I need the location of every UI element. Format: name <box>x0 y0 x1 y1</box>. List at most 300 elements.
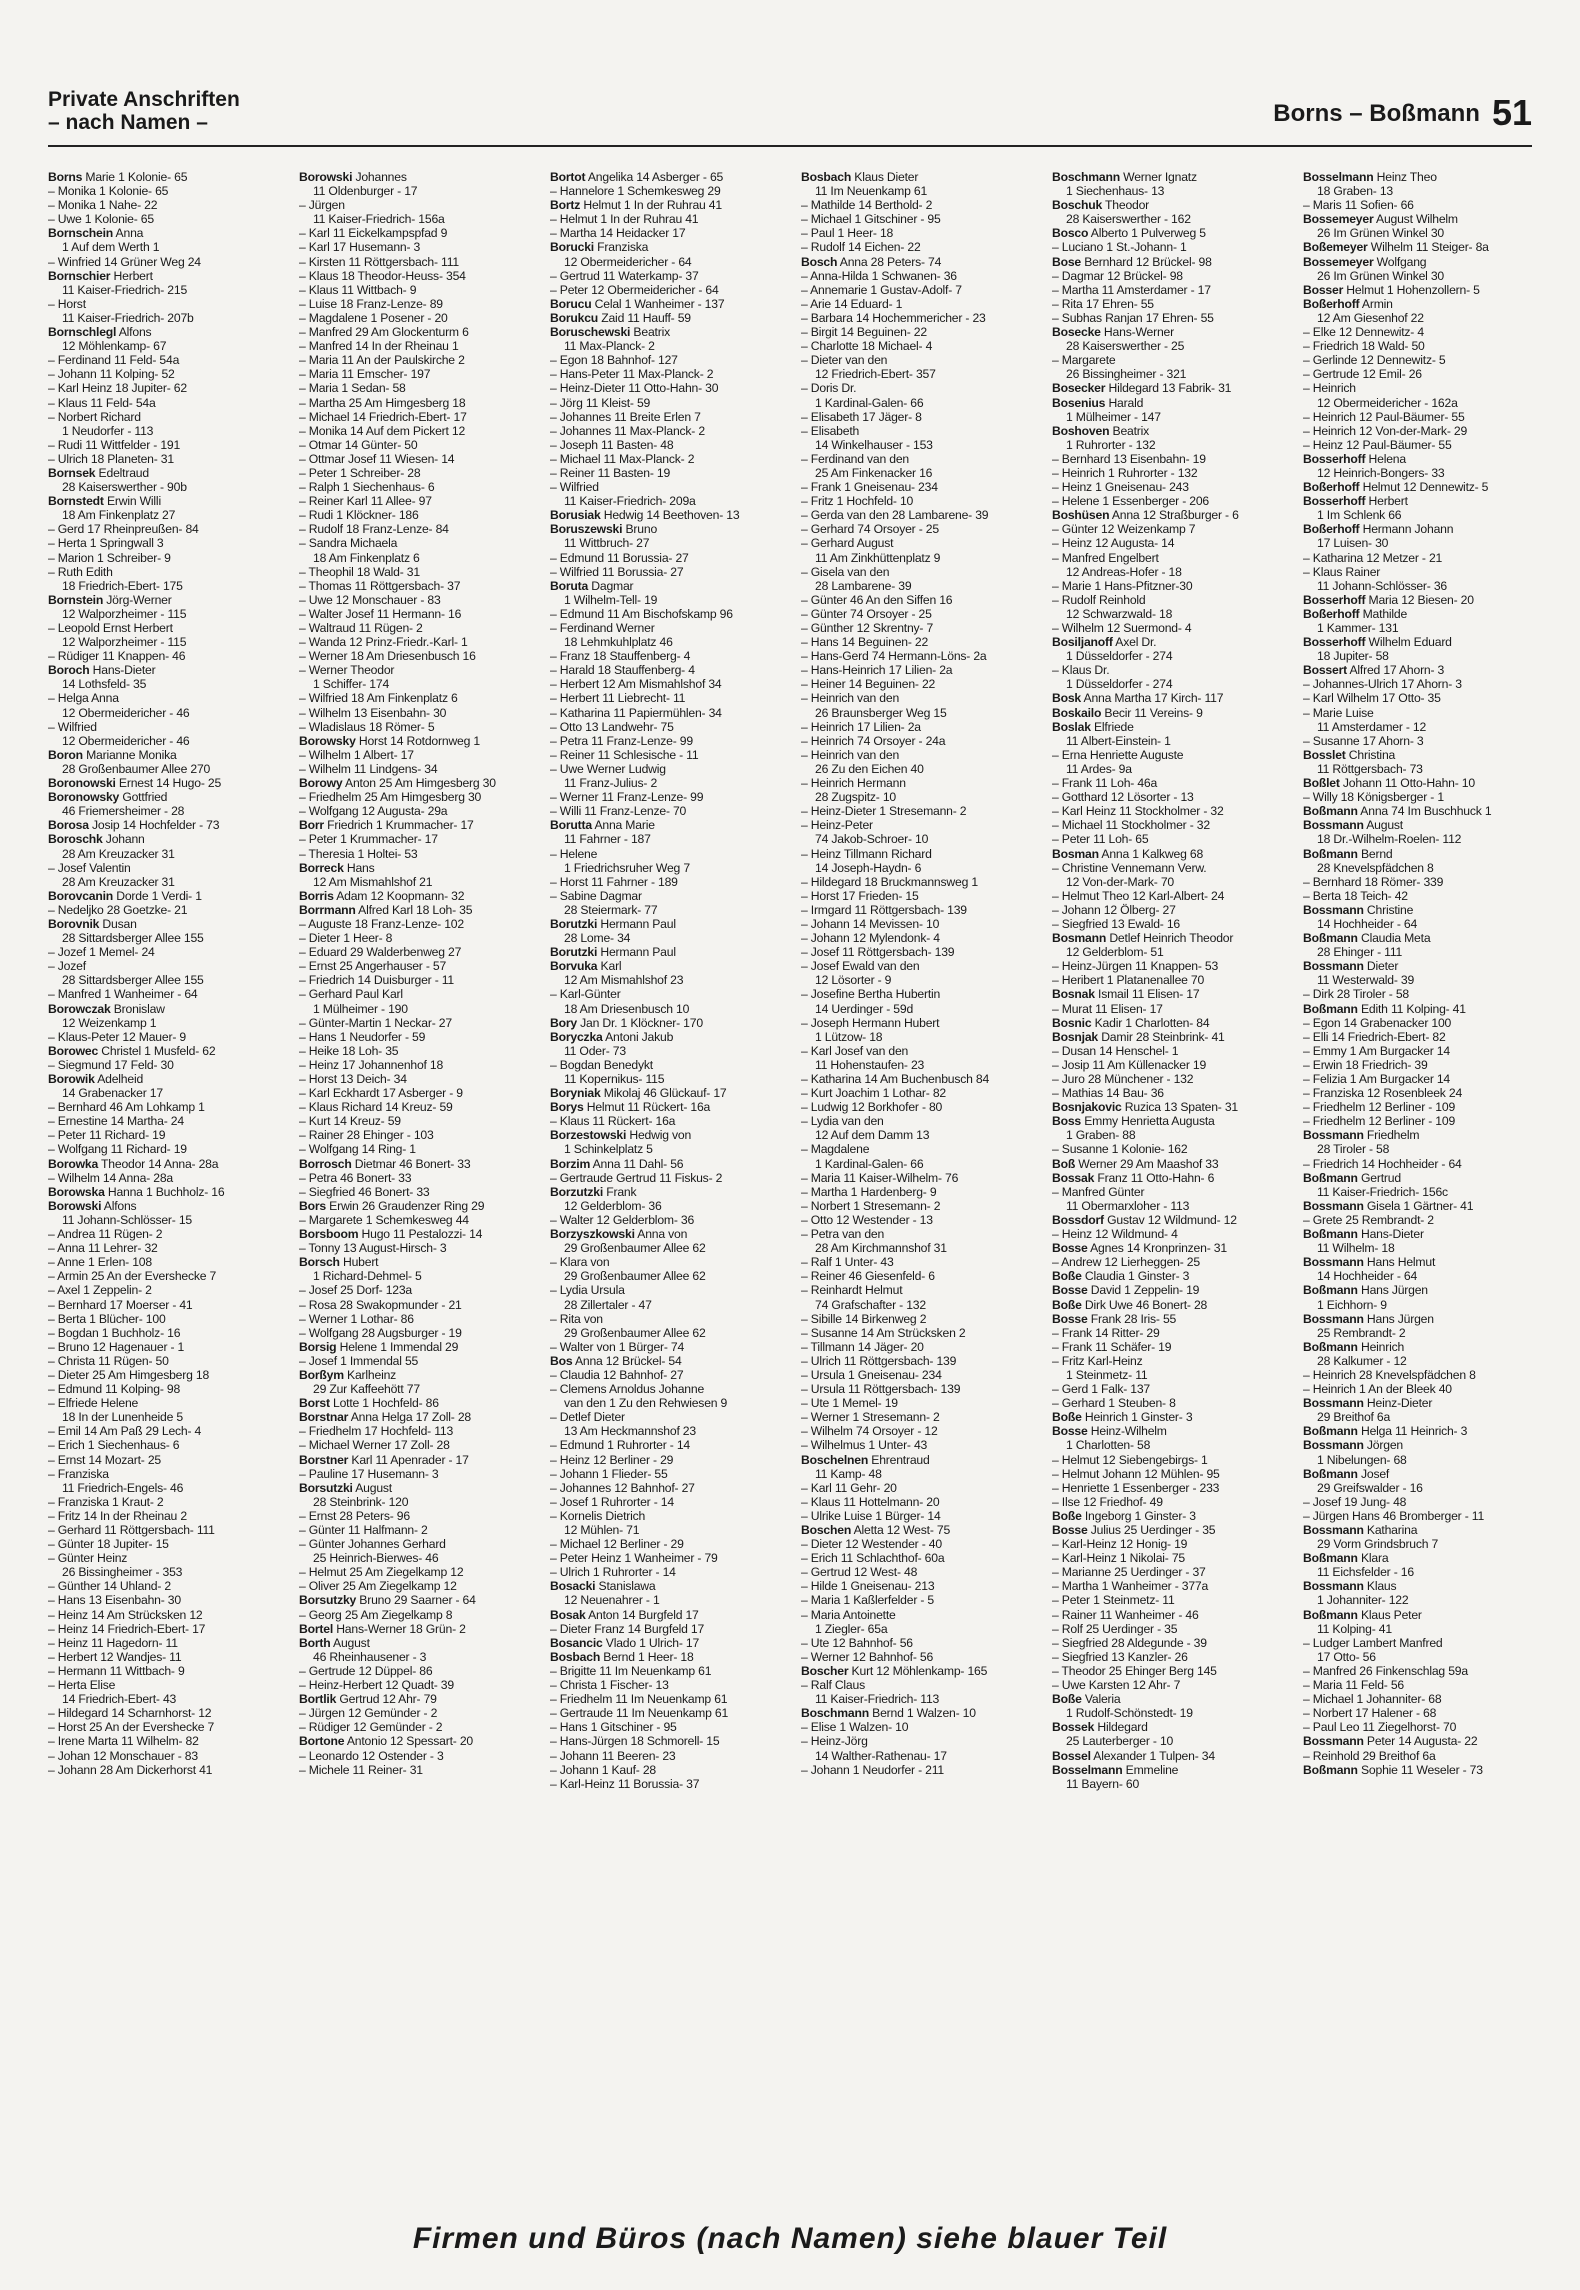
surname: Borzim <box>550 1156 591 1171</box>
directory-entry: – Nedeljko 28 Goetzke- 21 <box>48 902 188 917</box>
directory-entry: – Wilfried <box>48 719 97 734</box>
directory-entry: 11 Max-Planck- 2 <box>564 339 655 354</box>
surname: Boßmann <box>1303 1001 1358 1016</box>
directory-entry: 14 Friedrich-Ebert- 43 <box>62 1692 177 1707</box>
directory-entry: Boschmann Werner Ignatz <box>1052 170 1197 184</box>
directory-entry: Borrosch Dietmar 46 Bonert- 33 <box>299 1156 471 1171</box>
directory-entry: – Uwe Karsten 12 Ahr- 7 <box>1052 1678 1181 1693</box>
directory-entry: 12 Gelderblom- 36 <box>564 1198 662 1213</box>
directory-entry: 26 Bissingheimer - 353 <box>62 1565 183 1580</box>
surname: Bosnjakovic <box>1052 1100 1122 1115</box>
surname: Bossmann <box>1303 1523 1364 1537</box>
directory-entry: – Karl Wilhelm 17 Otto- 35 <box>1303 691 1441 706</box>
directory-entry: 18 Lehmkuhlplatz 46 <box>564 635 673 650</box>
surname: Borzutzki <box>550 1184 604 1199</box>
directory-entry: – Hildegard 14 Scharnhorst- 12 <box>48 1706 212 1721</box>
directory-entry: Boßerhoff Armin <box>1303 296 1393 311</box>
directory-entry: – Hans-Jürgen 18 Schmorell- 15 <box>550 1734 720 1749</box>
directory-entry: – Kirsten 11 Röttgersbach- 111 <box>299 254 459 269</box>
surname: Bosiljanoff <box>1052 635 1113 650</box>
surname: Bortel <box>299 1621 334 1636</box>
directory-entry: Bosnjak Damir 28 Steinbrink- 41 <box>1052 1029 1225 1044</box>
directory-entry: – Manfred Günter <box>1052 1184 1145 1199</box>
directory-entry: – Gerhard Paul Karl <box>299 987 403 1002</box>
directory-entry: – Horst 17 Frieden- 15 <box>801 888 919 903</box>
directory-entry: Boßerhoff Hermann Johann <box>1303 522 1454 537</box>
surname: Boscher <box>801 1663 849 1678</box>
surname: Boschen <box>801 1523 852 1537</box>
directory-entry: Bosnak Ismail 11 Elisen- 17 <box>1052 987 1200 1002</box>
directory-entry: 18 In der Lunenheide 5 <box>62 1410 183 1425</box>
directory-entry: – Klaus 11 Rückert- 16a <box>550 1114 676 1129</box>
directory-entry: – Uwe 12 Monschauer - 83 <box>299 592 441 607</box>
directory-entry: 28 Zugspitz- 10 <box>815 790 897 805</box>
directory-entry: Bortlik Gertrud 12 Ahr- 79 <box>299 1692 437 1707</box>
directory-entry: – Katharina 12 Metzer - 21 <box>1303 550 1443 565</box>
directory-entry: Boskailo Becir 11 Vereins- 9 <box>1052 705 1203 720</box>
directory-entry: – Kornelis Dietrich <box>550 1508 646 1523</box>
surname: Bortot <box>550 170 586 184</box>
surname: Borrmann <box>299 902 356 917</box>
directory-entry: 25 Am Finkenacker 16 <box>815 465 933 480</box>
directory-entry: 29 Vorm Grindsbruch 7 <box>1317 1537 1439 1552</box>
directory-entry: – Hannelore 1 Schemkesweg 29 <box>550 184 721 199</box>
directory-entry: – Ruth Edith <box>48 564 113 579</box>
directory-entry: – Paul 1 Heer- 18 <box>801 226 894 241</box>
directory-entry: – Heinz-Jörg <box>801 1734 868 1749</box>
directory-entry: – Elisabeth <box>801 423 860 438</box>
directory-entry: – Fritz Karl-Heinz <box>1052 1353 1143 1368</box>
directory-column-4 <box>801 170 1049 2180</box>
directory-entry: – Sibille 14 Birkenweg 2 <box>801 1311 927 1326</box>
directory-entry: – Elise 1 Walzen- 10 <box>801 1720 909 1735</box>
directory-entry: – Tonny 13 August-Hirsch- 3 <box>299 1241 447 1256</box>
directory-entry: 12 Walporzheimer - 115 <box>62 606 187 621</box>
directory-entry: – Johann 11 Kolping- 52 <box>48 367 175 382</box>
directory-entry: Bortot Angelika 14 Asberger - 65 <box>550 170 724 184</box>
surname: Boß <box>1052 1156 1076 1171</box>
directory-entry: – Maria 1 Kaßlerfelder - 5 <box>801 1593 934 1608</box>
directory-entry: 28 Kaiserswerther - 90b <box>62 480 187 495</box>
directory-entry: – Günter 74 Orsoyer - 25 <box>801 606 932 621</box>
directory-entry: – Heinz-Dieter 11 Otto-Hahn- 30 <box>550 381 719 396</box>
directory-entry: – Gerhard 74 Orsoyer - 25 <box>801 522 939 537</box>
directory-entry: Boße Ingeborg 1 Ginster- 3 <box>1052 1508 1196 1523</box>
surname: Bosancic <box>550 1635 603 1650</box>
directory-entry: – Karl-Heinz 12 Honig- 19 <box>1052 1537 1188 1552</box>
surname: Bornschier <box>48 268 111 283</box>
directory-entry: – Rainer 11 Wanheimer - 46 <box>1052 1607 1199 1622</box>
directory-entry: 11 Röttgersbach- 73 <box>1317 761 1423 776</box>
directory-entry: 29 Greifswalder - 16 <box>1317 1480 1423 1495</box>
directory-entry: – Irene Marta 11 Wilhelm- 82 <box>48 1734 199 1749</box>
directory-entry: – Luciano 1 St.-Johann- 1 <box>1052 240 1187 255</box>
directory-entry: 12 Neuenahrer - 1 <box>564 1593 660 1608</box>
directory-entry: Bosserhoff Wilhelm Eduard <box>1303 635 1452 650</box>
directory-entry: – Heinz-Dieter 1 Stresemann- 2 <box>801 804 967 819</box>
surname: Borris <box>299 888 334 903</box>
directory-entry: Bornschein Anna <box>48 226 144 241</box>
directory-entry: 11 Kamp- 48 <box>815 1466 882 1481</box>
directory-entry: – Marion 1 Schreiber- 9 <box>48 550 171 565</box>
directory-entry: Bossmann August <box>1303 818 1403 833</box>
directory-entry: – Wilhelmus 1 Unter- 43 <box>801 1438 928 1453</box>
directory-entry: 11 Oder- 73 <box>564 1043 626 1058</box>
directory-entry: – Heinrich van den <box>801 691 900 706</box>
surname: Boschelnen <box>801 1452 869 1467</box>
directory-entry: 28 Kaiserswerther - 162 <box>1066 212 1191 227</box>
directory-entry: – Dieter 25 Am Himgesberg 18 <box>48 1367 210 1382</box>
directory-entry: 12 Von-der-Mark- 70 <box>1066 874 1174 889</box>
directory-entry: – Helene 1 Essenberger - 206 <box>1052 494 1210 509</box>
directory-entry: – Karl 11 Gehr- 20 <box>801 1480 897 1495</box>
directory-entry: – Otto 12 Westender - 13 <box>801 1212 933 1227</box>
surname: Borsutzki <box>299 1480 353 1495</box>
directory-entry: 11 Ardes- 9a <box>1066 761 1132 776</box>
directory-entry: Borreck Hans <box>299 860 375 875</box>
directory-entry: 12 Andreas-Hofer - 18 <box>1066 564 1182 579</box>
directory-entry: – Willi 11 Franz-Lenze- 70 <box>550 804 687 819</box>
directory-entry: – Paul Leo 11 Ziegelhorst- 70 <box>1303 1720 1457 1735</box>
directory-entry: – Martha 14 Heidacker 17 <box>550 226 686 241</box>
directory-entry: 1 Ziegler- 65a <box>815 1621 888 1636</box>
directory-entry: Bornschlegl Alfons <box>48 325 152 340</box>
surname: Bossmann <box>1303 1255 1364 1270</box>
directory-entry: Bosse Heinz-Wilhelm <box>1052 1424 1167 1439</box>
directory-entry: – Siegfried 46 Bonert- 33 <box>299 1184 430 1199</box>
surname: Boßmann <box>1303 846 1358 861</box>
directory-entry: – Horst 13 Deich- 34 <box>299 1072 407 1086</box>
directory-entry: – Gerhard 1 Steuben- 8 <box>1052 1396 1176 1411</box>
surname: Boshüsen <box>1052 508 1110 523</box>
directory-entry: Bornschier Herbert <box>48 268 153 283</box>
directory-entry: 11 Wilhelm- 18 <box>1317 1241 1395 1256</box>
surname: Bornschein <box>48 226 114 241</box>
directory-entry: 11 Bayern- 60 <box>1066 1776 1140 1791</box>
directory-entry: Bossel Alexander 1 Tulpen- 34 <box>1052 1748 1215 1763</box>
directory-entry: – Edmund 1 Ruhrorter - 14 <box>550 1438 690 1453</box>
section-title-line1: Private Anschriften <box>48 88 240 111</box>
directory-entry: Bosselmann Heinz Theo <box>1303 170 1437 184</box>
directory-entry: – Karl Eckhardt 17 Asberger - 9 <box>299 1086 463 1101</box>
directory-entry: Bosserhoff Herbert <box>1303 494 1408 509</box>
directory-entry: – Friedhelm 12 Berliner - 109 <box>1303 1100 1456 1115</box>
directory-entry: Bossmann Katharina <box>1303 1523 1418 1537</box>
directory-entry: – Joseph Hermann Hubert <box>801 1015 940 1030</box>
directory-entry: Bortel Hans-Werner 18 Grün- 2 <box>299 1621 466 1636</box>
directory-entry: – Berta 18 Teich- 42 <box>1303 888 1408 903</box>
directory-entry: 11 Am Zinkhüttenplatz 9 <box>815 550 941 565</box>
directory-entry: Boßerhoff Helmut 12 Dennewitz- 5 <box>1303 480 1489 495</box>
directory-entry: – Murat 11 Elisen- 17 <box>1052 1001 1163 1016</box>
surname: Borowczak <box>48 1001 111 1016</box>
directory-entry: – Susanne 1 Kolonie- 162 <box>1052 1142 1188 1157</box>
surname: Bortlik <box>299 1692 337 1707</box>
surname: Boryniak <box>550 1086 601 1101</box>
surname: Bossmann <box>1303 1128 1364 1143</box>
directory-entry: – Johann 1 Neudorfer - 211 <box>801 1762 944 1777</box>
directory-entry: – Heinz-Peter <box>801 818 873 833</box>
directory-entry: – Johannes 11 Max-Planck- 2 <box>550 423 705 438</box>
directory-entry: – Heinrich van den <box>801 747 900 762</box>
directory-entry: 14 Hochheider - 64 <box>1317 1269 1418 1284</box>
directory-entry: – Reiner 11 Basten- 19 <box>550 465 671 480</box>
directory-entry: Borukcu Zaid 11 Hauff- 59 <box>550 310 691 325</box>
surname: Bornstein <box>48 592 104 607</box>
directory-entry: – Rudolf 14 Eichen- 22 <box>801 240 921 255</box>
directory-entry: Boßmann Claudia Meta <box>1303 931 1431 946</box>
directory-entry: – Günter 46 An den Siffen 16 <box>801 592 953 607</box>
directory-entry: 11 Fahrner - 187 <box>564 832 651 847</box>
directory-entry: – Johann 28 Am Dickerhorst 41 <box>48 1762 213 1777</box>
directory-entry: – Lydia van den <box>801 1114 884 1129</box>
directory-entry: Borsutzky Bruno 29 Saarner - 64 <box>299 1593 476 1608</box>
directory-entry: – Kurt Joachim 1 Lothar- 82 <box>801 1086 946 1101</box>
directory-entry: – Edmund 11 Am Bischofskamp 96 <box>550 606 733 621</box>
directory-entry: Bossek Hildegard <box>1052 1720 1148 1735</box>
surname: Bosecke <box>1052 325 1101 340</box>
directory-entry: – Rosa 28 Swakopmunder - 21 <box>299 1297 462 1312</box>
surname: Boßmann <box>1303 1283 1358 1298</box>
surname: Bosserhoff <box>1303 494 1366 509</box>
directory-entry: 14 Hochheider - 64 <box>1317 916 1418 931</box>
directory-entry: – Helmut 12 Siebengebirgs- 1 <box>1052 1452 1208 1467</box>
directory-entry: 11 Johann-Schlösser- 36 <box>1317 578 1447 593</box>
directory-entry: – Horst 25 An der Evershecke 7 <box>48 1720 215 1735</box>
directory-entry: – Auguste 18 Franz-Lenze- 102 <box>299 916 464 931</box>
directory-entry: – Josef 11 Röttgersbach- 139 <box>801 945 955 960</box>
directory-entry: Boschelnen Ehrentraud <box>801 1452 930 1467</box>
directory-entry: Borstnar Anna Helga 17 Zoll- 28 <box>299 1410 471 1425</box>
directory-entry: – Siegfried 28 Aldegunde - 39 <box>1052 1635 1207 1650</box>
directory-entry: – Manfred Engelbert <box>1052 550 1159 565</box>
directory-entry: Boßmann Anna 74 Im Buschhuck 1 <box>1303 804 1492 819</box>
surname: Bosmann <box>1052 931 1107 946</box>
directory-entry: – Hans-Heinrich 17 Lilien- 2a <box>801 663 953 678</box>
directory-entry: – Wolfgang 11 Richard- 19 <box>48 1142 187 1157</box>
directory-entry: Borutta Anna Marie <box>550 818 655 833</box>
directory-entry: 1 Graben- 88 <box>1066 1128 1136 1143</box>
directory-entry: 12 Obermeidericher - 46 <box>62 705 190 720</box>
directory-entry: – Werner 18 Am Driesenbusch 16 <box>299 649 476 664</box>
directory-entry: 25 Lauterberger - 10 <box>1066 1734 1174 1749</box>
surname: Bossert <box>1303 663 1347 678</box>
directory-entry: Boryczka Antoni Jakub <box>550 1029 674 1044</box>
directory-entry: – Heinrich 17 Lilien- 2a <box>801 719 921 734</box>
directory-entry: – Peter 11 Richard- 19 <box>48 1128 166 1143</box>
directory-entry: – Maria 1 Sedan- 58 <box>299 381 406 396</box>
directory-entry: – Theophil 18 Wald- 31 <box>299 564 420 579</box>
directory-entry: 28 Lome- 34 <box>564 931 631 946</box>
directory-entry: – Fritz 1 Hochfeld- 10 <box>801 494 914 509</box>
directory-entry: 1 Johanniter- 122 <box>1317 1593 1409 1608</box>
directory-entry: – Peter 1 Steinmetz- 11 <box>1052 1593 1175 1608</box>
surname: Boßmann <box>1303 1339 1358 1354</box>
directory-entry: – Karl Heinz 18 Jupiter- 62 <box>48 381 187 396</box>
directory-entry: – Theodor 25 Ehinger Berg 145 <box>1052 1663 1217 1678</box>
directory-entry: Borsboom Hugo 11 Pestalozzi- 14 <box>299 1227 483 1242</box>
directory-entry: – Bruno 12 Hagenauer - 1 <box>48 1339 185 1354</box>
directory-entry: – Helga Anna <box>48 691 119 706</box>
directory-entry: – Gerhard August <box>801 536 894 551</box>
surname: Bors <box>299 1198 326 1213</box>
directory-entry: – Rudolf 18 Franz-Lenze- 84 <box>299 522 449 537</box>
directory-entry: Borowski Johannes <box>299 170 407 184</box>
directory-entry: – Egon 14 Grabenacker 100 <box>1303 1015 1452 1030</box>
directory-entry: – Helene <box>550 846 598 861</box>
directory-entry: – Peter 12 Obermeidericher - 64 <box>550 282 719 297</box>
directory-entry: 26 Im Grünen Winkel 30 <box>1317 226 1445 241</box>
directory-entry: – Jürgen Hans 46 Bromberger - 11 <box>1303 1508 1485 1523</box>
directory-entry: Boruschewski Beatrix <box>550 325 670 340</box>
directory-entry: – Wilhelm 12 Suermond- 4 <box>1052 621 1192 635</box>
directory-entry: – Michael 14 Friedrich-Ebert- 17 <box>299 409 467 424</box>
directory-entry: 11 Hohenstaufen- 23 <box>815 1057 925 1072</box>
directory-entry: 14 Winkelhauser - 153 <box>815 437 933 452</box>
directory-entry: – Ulrike Luise 1 Bürger- 14 <box>801 1508 941 1523</box>
directory-entry: – Axel 1 Zeppelin- 2 <box>48 1283 152 1298</box>
surname: Borstnar <box>299 1410 349 1425</box>
directory-entry: – Johann 12 Ölberg- 27 <box>1052 902 1176 917</box>
directory-entry: – Wilfried 11 Borussia- 27 <box>550 564 684 579</box>
directory-entry: Bosbach Bernd 1 Heer- 18 <box>550 1649 694 1664</box>
directory-entry: – Hans 14 Beguinen- 22 <box>801 635 929 650</box>
directory-entry: – Oliver 25 Am Ziegelkamp 12 <box>299 1579 457 1594</box>
directory-entry: – Gerlinde 12 Dennewitz- 5 <box>1303 353 1446 368</box>
directory-entry: – Gerd 1 Falk- 137 <box>1052 1382 1151 1397</box>
directory-entry: – Helmut Johann 12 Mühlen- 95 <box>1052 1466 1220 1481</box>
surname: Bossak <box>1052 1170 1095 1185</box>
directory-entry: 1 Nibelungen- 68 <box>1317 1452 1407 1467</box>
surname: Boronowsky <box>48 790 120 805</box>
directory-entry: Borusiak Hedwig 14 Beethoven- 13 <box>550 508 740 523</box>
directory-entry: – Leopold Ernst Herbert <box>48 621 173 635</box>
directory-entry: – Klaus 11 Wittbach- 9 <box>299 282 417 297</box>
directory-entry: Bosancic Vlado 1 Ulrich- 17 <box>550 1635 700 1650</box>
directory-entry: Boschmann Bernd 1 Walzen- 10 <box>801 1706 976 1721</box>
directory-entry: 1 Lützow- 18 <box>815 1029 883 1044</box>
directory-entry: – Walter 12 Gelderblom- 36 <box>550 1212 695 1227</box>
surname: Boss <box>1052 1114 1082 1129</box>
directory-entry: – Edmund 11 Kolping- 98 <box>48 1382 181 1397</box>
directory-entry: Boßmann Sophie 11 Weseler - 73 <box>1303 1762 1483 1777</box>
directory-entry: – Karl Heinz 11 Stockholmer - 32 <box>1052 804 1224 819</box>
directory-entry: – Dieter 1 Heer- 8 <box>299 931 393 946</box>
directory-entry: – Heinrich 28 Knevelspfädchen 8 <box>1303 1367 1476 1382</box>
directory-entry: 74 Grafschafter - 132 <box>815 1297 926 1312</box>
directory-entry: – Klaus 11 Feld- 54a <box>48 395 156 410</box>
directory-entry: – Dieter Franz 14 Burgfeld 17 <box>550 1621 705 1636</box>
directory-entry: – Reinhardt Helmut <box>801 1283 903 1298</box>
directory-entry: – Bogdan 1 Buchholz- 16 <box>48 1325 181 1340</box>
directory-entry: – Monika 14 Auf dem Pickert 12 <box>299 423 466 438</box>
directory-entry: 11 Eichsfelder - 16 <box>1317 1565 1414 1580</box>
directory-entry: Bosslet Christina <box>1303 747 1396 762</box>
directory-entry: – Marie Luise <box>1303 705 1374 720</box>
directory-entry: – Martha 1 Wanheimer - 377a <box>1052 1579 1209 1594</box>
directory-entry: Boßmann Bernd <box>1303 846 1393 861</box>
surname: Bose <box>1052 254 1082 269</box>
directory-entry: Borys Helmut 11 Rückert- 16a <box>550 1100 711 1115</box>
directory-entry: – Willy 18 Königsberger - 1 <box>1303 790 1444 805</box>
directory-entry: – Heinrich 12 Paul-Bäumer- 55 <box>1303 409 1465 424</box>
directory-entry: 1 Siechenhaus- 13 <box>1066 184 1165 199</box>
directory-entry: Boss Emmy Henrietta Augusta <box>1052 1114 1215 1129</box>
directory-entry: – Michael 11 Stockholmer - 32 <box>1052 818 1210 833</box>
directory-entry: – Karl-Heinz 11 Borussia- 37 <box>550 1776 700 1791</box>
directory-entry: – Rüdiger 12 Gemünder - 2 <box>299 1720 443 1735</box>
surname: Boßmann <box>1303 1227 1358 1242</box>
surname: Boroschk <box>48 832 103 847</box>
surname: Boßmann <box>1303 1424 1358 1439</box>
surname: Boßmann <box>1303 804 1358 819</box>
surname: Borowski <box>299 170 353 184</box>
directory-entry: – Heinz 14 Am Strücksken 12 <box>48 1607 203 1622</box>
section-title-line2: – nach Namen – <box>48 111 208 134</box>
directory-entry: – Frank 11 Schäfer- 19 <box>1052 1339 1172 1354</box>
directory-entry: – Herta Elise <box>48 1678 116 1693</box>
directory-entry: – Gotthard 12 Lösorter - 13 <box>1052 790 1194 805</box>
surname: Borutzki <box>550 916 598 931</box>
directory-entry: – Elfriede Helene <box>48 1396 139 1411</box>
surname: Bosbach <box>801 170 852 184</box>
directory-entry: – Sandra Michaela <box>299 536 398 551</box>
surname: Borstner <box>299 1452 349 1467</box>
directory-entry: – Franziska 1 Kraut- 2 <box>48 1494 164 1509</box>
directory-entry: – Ferdinand van den <box>801 451 910 466</box>
directory-entry: – Günter 11 Halfmann- 2 <box>299 1523 428 1537</box>
directory-entry: – Rainer 28 Ehinger - 103 <box>299 1128 434 1143</box>
directory-entry: Bosnjakovic Ruzica 13 Spaten- 31 <box>1052 1100 1239 1115</box>
directory-entry: – Heinrich 74 Orsoyer - 24a <box>801 733 946 748</box>
section-title <box>48 88 240 134</box>
directory-entry: 1 Rudolf-Schönstedt- 19 <box>1066 1706 1193 1721</box>
directory-entry: – Ottmar Josef 11 Wiesen- 14 <box>299 451 455 466</box>
directory-entry: – Frank 11 Loh- 46a <box>1052 776 1158 791</box>
directory-entry: – Anne 1 Erlen- 108 <box>48 1255 152 1270</box>
directory-entry: Borovcanin Dorde 1 Verdi- 1 <box>48 888 202 903</box>
surname: Bosenius <box>1052 395 1106 410</box>
directory-entry: Bory Jan Dr. 1 Klöckner- 170 <box>550 1015 703 1030</box>
directory-entry: – Petra 46 Bonert- 33 <box>299 1170 412 1185</box>
directory-entry: Bossmann Dieter <box>1303 959 1399 974</box>
directory-entry: – Johann 1 Flieder- 55 <box>550 1466 668 1481</box>
directory-entry: Borovnik Dusan <box>48 916 137 931</box>
directory-entry: Bornstedt Erwin Willi <box>48 494 161 509</box>
directory-entry: – Wanda 12 Prinz-Friedr.-Karl- 1 <box>299 635 468 650</box>
directory-column-5 <box>1052 170 1300 2180</box>
surname: Bosco <box>1052 226 1089 241</box>
surname: Bossmann <box>1303 1734 1364 1749</box>
directory-entry: Bossak Franz 11 Otto-Hahn- 6 <box>1052 1170 1215 1185</box>
directory-entry: Borris Adam 12 Koopmann- 32 <box>299 888 465 903</box>
surname: Boßmann <box>1303 1762 1358 1777</box>
directory-entry: 11 Obermarxloher - 113 <box>1066 1198 1190 1213</box>
directory-entry: 12 Walporzheimer - 115 <box>62 635 187 650</box>
directory-entry: – Werner 11 Franz-Lenze- 99 <box>550 790 704 805</box>
surname: Boße <box>1052 1508 1082 1523</box>
directory-entry: – Wladislaus 18 Römer- 5 <box>299 719 435 734</box>
directory-entry: Bossmann Friedhelm <box>1303 1128 1420 1143</box>
directory-column-6 <box>1303 170 1551 2180</box>
directory-entry: – Birgit 14 Beguinen- 22 <box>801 325 927 340</box>
directory-entry: Borzutzki Frank <box>550 1184 637 1199</box>
directory-entry: – Heinz 1 Gneisenau- 243 <box>1052 480 1189 495</box>
directory-entry: Borsutzki August <box>299 1480 392 1495</box>
surname: Bornstedt <box>48 494 104 509</box>
directory-entry: Borr Friedrich 1 Krummacher- 17 <box>299 818 474 833</box>
directory-entry: 1 Steinmetz- 11 <box>1066 1367 1148 1382</box>
